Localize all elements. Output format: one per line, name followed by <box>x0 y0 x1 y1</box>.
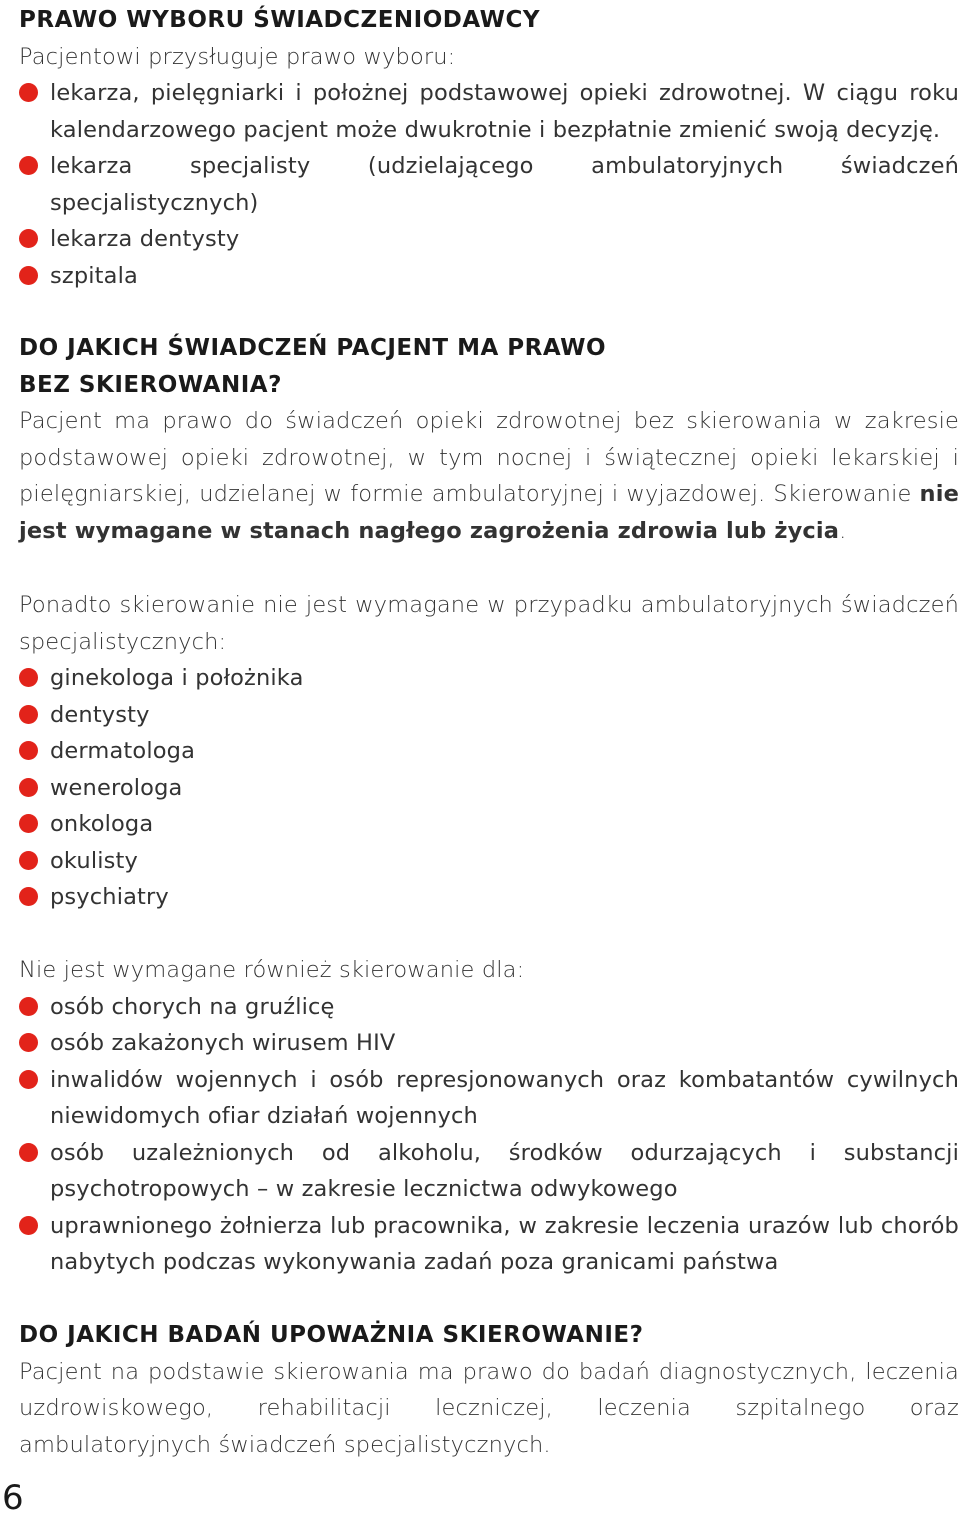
bullet-icon <box>19 83 38 102</box>
list-item: szpitala <box>19 258 959 295</box>
bullet-icon <box>19 1070 38 1089</box>
section-paragraph: Nie jest wymagane również skierowanie dla: <box>19 957 525 983</box>
list-item: wenerologa <box>19 770 959 807</box>
specialist-list <box>19 660 959 916</box>
group-list <box>19 989 959 1281</box>
bullet-icon <box>19 887 38 906</box>
section-intro: Pacjentowi przysługuje prawo wyboru: <box>19 43 456 70</box>
list-item: lekarza dentysty <box>19 221 959 258</box>
page-number: 6 <box>2 1478 24 1518</box>
bullet-icon <box>19 778 38 797</box>
provider-list <box>19 75 959 294</box>
bullet-icon <box>19 851 38 870</box>
section-no-referral <box>19 330 959 549</box>
list-item: osób chorych na gruźlicę <box>19 989 959 1026</box>
list-item: uprawnionego żołnierza lub pracownika, w zakresie leczenia urazów lub chorób nabytych podczas wykonywania zadań poza granicami państwa <box>19 1208 959 1281</box>
bullet-icon <box>19 997 38 1016</box>
bullet-icon <box>19 814 38 833</box>
list-item: osób zakażonych wirusem HIV <box>19 1025 959 1062</box>
bullet-icon <box>19 668 38 687</box>
bullet-icon <box>19 266 38 285</box>
bullet-icon <box>19 741 38 760</box>
section-paragraph: Pacjent na podstawie skierowania ma prawo do badań diagnostycznych, leczenia uzdrowiskowego, rehabilitacji leczniczej, leczenia szpitalnego oraz ambulatoryjnych świadczeń specjalistycznych. <box>19 1358 959 1458</box>
bullet-icon <box>19 156 38 175</box>
list-item: onkologa <box>19 806 959 843</box>
list-item: ginekologa i położnika <box>19 660 959 697</box>
bullet-icon <box>19 1216 38 1235</box>
list-item: osób uzależnionych od alkoholu, środków odurzających i substancji psychotropowych – w zakresie lecznictwa odwykowego <box>19 1135 959 1208</box>
bullet-icon <box>19 1143 38 1162</box>
section-provider-choice <box>19 2 959 294</box>
list-item: lekarza, pielęgniarki i położnej podstawowej opieki zdrowotnej. W ciągu roku kalendarzowego pacjent może dwukrotnie i bezpłatnie zmienić swoją decyzję. <box>19 75 959 148</box>
section-paragraph: Pacjent ma prawo do świadczeń opieki zdrowotnej bez skierowania w zakresie podstawowej opieki zdrowotnej, w tym nocnej i świątecznej opieki lekarskiej i pielęgniarskiej, udzielanej w formie ambulatoryjnej i wyjazdowej. Skierowanie nie jest wymagane w stanach nagłego zagrożenia zdrowia lub życia. <box>19 408 959 544</box>
bullet-icon <box>19 229 38 248</box>
list-item: dentysty <box>19 697 959 734</box>
section-heading: DO JAKICH BADAŃ UPOWAŻNIA SKIEROWANIE? <box>19 1322 644 1348</box>
list-item: inwalidów wojennych i osób represjonowanych oraz kombatantów cywilnych niewidomych ofiar działań wojennych <box>19 1062 959 1135</box>
list-item: okulisty <box>19 843 959 880</box>
list-item: psychiatry <box>19 879 959 916</box>
section-heading: PRAWO WYBORU ŚWIADCZENIODAWCY <box>19 7 541 33</box>
bullet-icon <box>19 1033 38 1052</box>
section-specialists <box>19 587 959 916</box>
list-item: dermatologa <box>19 733 959 770</box>
bullet-icon <box>19 705 38 724</box>
section-paragraph: Ponadto skierowanie nie jest wymagane w przypadku ambulatoryjnych świadczeń specjalistycznych: <box>19 592 959 655</box>
section-heading: DO JAKICH ŚWIADCZEŃ PACJENT MA PRAWO BEZ SKIEROWANIA? <box>19 335 607 398</box>
section-groups <box>19 952 959 1281</box>
list-item: lekarza specjalisty (udzielającego ambulatoryjnych świadczeń specjalistycznych) <box>19 148 959 221</box>
section-referral-scope <box>19 1317 959 1463</box>
